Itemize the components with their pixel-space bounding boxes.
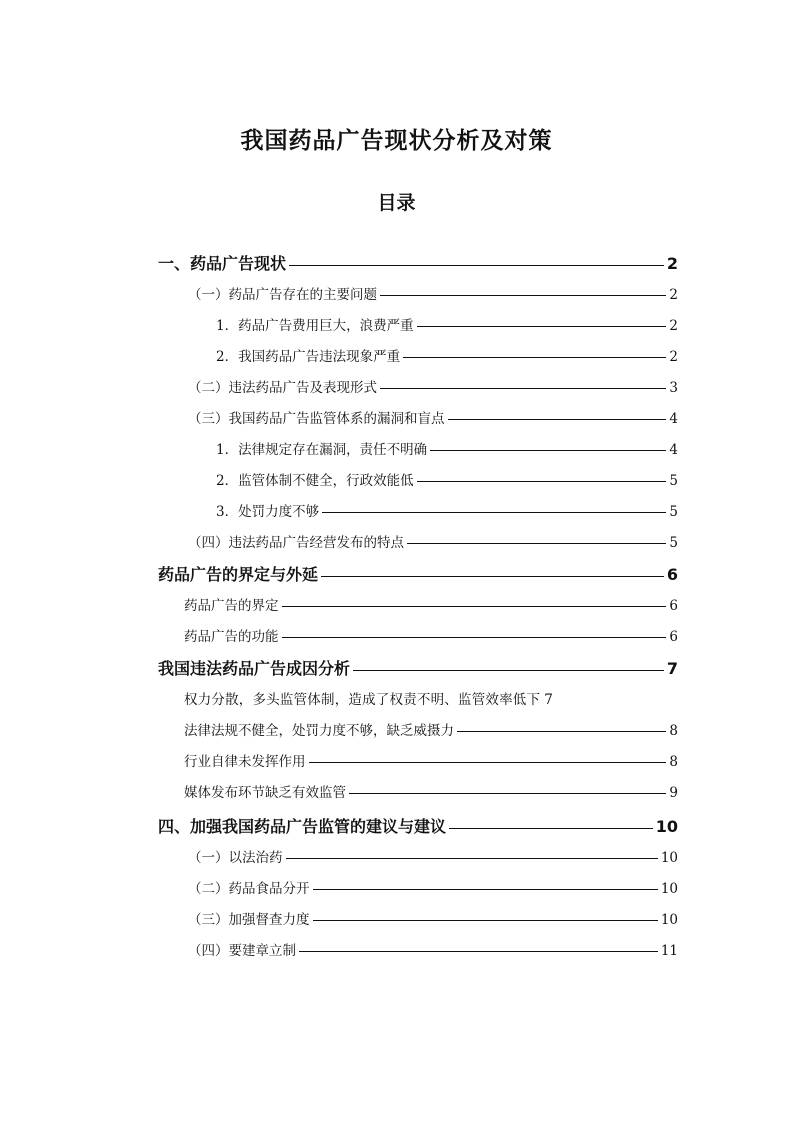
toc-page-number: 3 <box>669 380 678 396</box>
toc-leader-line <box>282 637 667 638</box>
toc-page-number: 5 <box>669 504 678 520</box>
toc-entry[interactable] <box>158 653 678 685</box>
toc-page-number: 8 <box>669 723 678 739</box>
toc-page-number: 4 <box>669 411 678 427</box>
toc-entry[interactable] <box>158 811 678 843</box>
toc-leader-line <box>380 388 666 389</box>
toc-page-number: 5 <box>669 473 678 489</box>
toc-entry-label: 权力分散，多头监管体制，造成了权责不明、监管效率低下 <box>184 692 541 708</box>
toc-entry[interactable] <box>158 497 678 528</box>
toc-entry-label: 3．处罚力度不够 <box>216 504 320 520</box>
toc-entry[interactable] <box>158 528 678 559</box>
toc-entry-label: 2．监管体制不健全，行政效能低 <box>216 473 414 489</box>
toc-entry[interactable] <box>158 874 678 905</box>
toc-page-number: 9 <box>669 785 678 801</box>
toc-page-number: 2 <box>669 287 678 303</box>
toc-entry-label: （三）加强督查力度 <box>188 912 310 928</box>
toc-page-number: 6 <box>669 629 678 645</box>
toc-page-number: 2 <box>669 318 678 334</box>
toc-page-number: 10 <box>660 850 678 866</box>
toc-leader-line <box>380 295 666 296</box>
toc-page-number: 10 <box>655 817 678 836</box>
toc-entry-label: 媒体发布环节缺乏有效监管 <box>184 785 346 801</box>
toc-page-number: 7 <box>666 659 678 678</box>
toc-leader-line <box>430 450 666 451</box>
toc-leader-line <box>321 576 664 577</box>
toc-entry[interactable] <box>158 435 678 466</box>
toc-entry-label: 药品广告的功能 <box>184 629 279 645</box>
toc-entry-label: 行业自律未发挥作用 <box>184 754 306 770</box>
toc-leader-line <box>286 858 658 859</box>
toc-page-number: 2 <box>669 349 678 365</box>
toc-leader-line <box>282 606 667 607</box>
toc-entry[interactable] <box>158 248 678 280</box>
toc-entry-label: （四）要建章立制 <box>188 943 296 959</box>
document-title: 我国药品广告现状分析及对策 <box>240 128 553 154</box>
toc-page-number: 2 <box>666 254 678 273</box>
toc-entry[interactable] <box>158 373 678 404</box>
toc-entry-label: （四）违法药品广告经营发布的特点 <box>188 535 404 551</box>
toc-leader-line <box>322 512 666 513</box>
toc-entry[interactable] <box>158 466 678 497</box>
toc-entry-label: （一）药品广告存在的主要问题 <box>188 287 377 303</box>
toc-entry[interactable] <box>158 778 678 809</box>
toc-entry-label: 药品广告的界定 <box>184 598 279 614</box>
toc-entry[interactable] <box>158 716 678 747</box>
toc-leader-line <box>407 543 666 544</box>
toc-entry-label: 四、加强我国药品广告监管的建议与建议 <box>158 817 447 836</box>
toc-entry-label: 一、药品广告现状 <box>158 254 287 273</box>
toc-page-number: 11 <box>660 943 678 959</box>
toc-entry-label: （二）药品食品分开 <box>188 881 310 897</box>
toc-page-number: 10 <box>660 912 678 928</box>
toc-entry-label: 1．药品广告费用巨大，浪费严重 <box>216 318 414 334</box>
toc-entry[interactable] <box>158 936 678 967</box>
toc-entry-label: （二）违法药品广告及表现形式 <box>188 380 377 396</box>
toc-page-number: 5 <box>669 535 678 551</box>
toc-leader-line <box>313 920 658 921</box>
toc-page-number: 7 <box>544 692 553 708</box>
toc-page-number: 4 <box>669 442 678 458</box>
toc-entry[interactable] <box>158 747 678 778</box>
toc-entry[interactable] <box>158 843 678 874</box>
toc-entry-label: 我国违法药品广告成因分析 <box>158 659 351 678</box>
toc-page-number: 8 <box>669 754 678 770</box>
toc-heading: 目录 <box>377 192 416 214</box>
toc-leader-line <box>417 326 667 327</box>
toc-leader-line <box>349 793 666 794</box>
toc-entry[interactable] <box>158 685 678 716</box>
toc-entry-label: （三）我国药品广告监管体系的漏洞和盲点 <box>188 411 445 427</box>
toc-entry-label: 法律法规不健全，处罚力度不够，缺乏威摄力 <box>184 723 454 739</box>
toc-leader-line <box>448 419 667 420</box>
toc-entry[interactable] <box>158 342 678 373</box>
toc-page-number: 6 <box>666 565 678 584</box>
toc-leader-line <box>457 731 666 732</box>
toc-entry-label: 药品广告的界定与外延 <box>158 565 319 584</box>
toc-page-number: 6 <box>669 598 678 614</box>
toc-entry-label: （一）以法治药 <box>188 850 283 866</box>
toc-entry[interactable] <box>158 404 678 435</box>
toc-leader-line <box>313 889 658 890</box>
table-of-contents <box>158 248 678 967</box>
toc-entry[interactable] <box>158 280 678 311</box>
toc-entry-label: 1．法律规定存在漏洞，责任不明确 <box>216 442 428 458</box>
toc-leader-line <box>417 481 667 482</box>
toc-entry[interactable] <box>158 622 678 653</box>
toc-leader-line <box>449 828 653 829</box>
toc-leader-line <box>309 762 667 763</box>
toc-entry[interactable] <box>158 559 678 591</box>
toc-entry[interactable] <box>158 905 678 936</box>
toc-entry[interactable] <box>158 591 678 622</box>
toc-entry-label: 2．我国药品广告违法现象严重 <box>216 349 401 365</box>
toc-leader-line <box>299 951 658 952</box>
toc-leader-line <box>403 357 666 358</box>
toc-leader-line <box>289 265 664 266</box>
toc-entry[interactable] <box>158 311 678 342</box>
toc-leader-line <box>353 670 664 671</box>
toc-page-number: 10 <box>660 881 678 897</box>
